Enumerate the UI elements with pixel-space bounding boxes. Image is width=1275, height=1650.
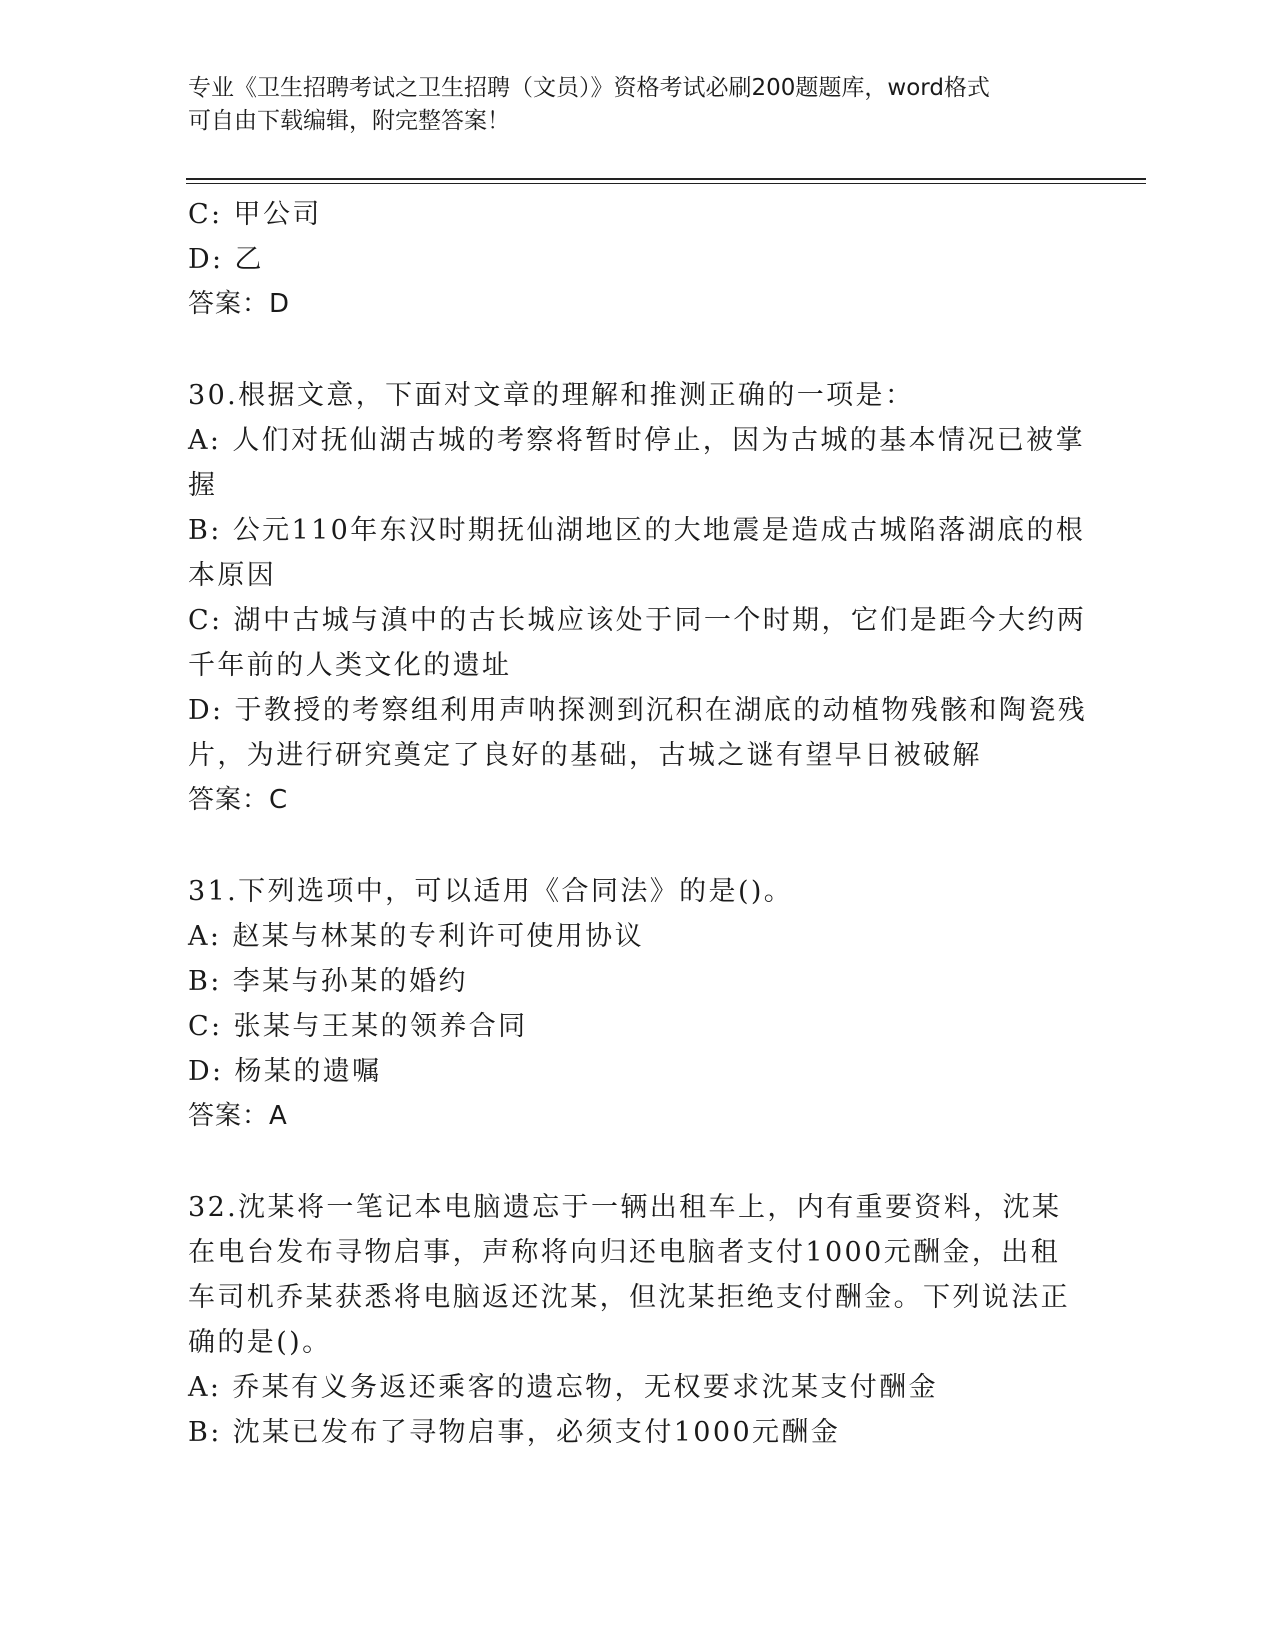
document-body (188, 192, 1088, 1455)
header-divider-thick (186, 178, 1146, 180)
question-stem: 30.根据文意，下面对文章的理解和推测正确的一项是： (188, 380, 915, 411)
spacer (188, 1139, 1088, 1185)
option-d: D: 杨某的遗嘱 (188, 1056, 382, 1087)
option-d: D: 于教授的考察组利用声呐探测到沉积在湖底的动植物残骸和陶瓷残片，为进行研究奠定了良好的基础，古城之谜有望早日被破解 (188, 695, 1088, 771)
option-b: B: 李某与孙某的婚约 (188, 966, 468, 997)
answer-line: 答案：D (188, 289, 291, 319)
header-divider-thin (186, 183, 1146, 184)
answer-line: 答案：C (188, 785, 289, 815)
spacer (188, 823, 1088, 869)
option-a: A: 乔某有义务返还乘客的遗忘物，无权要求沈某支付酬金 (188, 1372, 938, 1403)
option-a: A: 赵某与林某的专利许可使用协议 (188, 921, 644, 952)
header-line-1: 专业《卫生招聘考试之卫生招聘（文员）》资格考试必刷200题题库，word格式 (188, 75, 990, 101)
option-c: C: 甲公司 (188, 199, 322, 230)
question-32 (188, 1185, 1088, 1455)
option-b: B: 沈某已发布了寻物启事，必须支付1000元酬金 (188, 1417, 841, 1448)
answer-line: 答案：A (188, 1101, 288, 1131)
option-c: C: 湖中古城与滇中的古长城应该处于同一个时期，它们是距今大约两千年前的人类文化的遗址 (188, 605, 1087, 681)
document-header (188, 72, 1068, 138)
question-stem: 31.下列选项中，可以适用《合同法》的是()。 (188, 876, 794, 907)
header-line-2: 可自由下载编辑，附完整答案！ (188, 108, 510, 134)
prev-question-block (188, 192, 1088, 327)
question-30 (188, 373, 1088, 823)
question-31 (188, 869, 1088, 1139)
option-c: C: 张某与王某的领养合同 (188, 1011, 528, 1042)
option-a: A: 人们对抚仙湖古城的考察将暂时停止，因为古城的基本情况已被掌握 (188, 425, 1085, 501)
option-d: D: 乙 (188, 244, 264, 275)
question-stem: 32.沈某将一笔记本电脑遗忘于一辆出租车上，内有重要资料，沈某在电台发布寻物启事，声称将向归还电脑者支付1000元酬金，出租车司机乔某获悉将电脑返还沈某，但沈某拒绝支付酬金。下列说法正确的是()。 (188, 1192, 1070, 1358)
spacer (188, 327, 1088, 373)
option-b: B: 公元110年东汉时期抚仙湖地区的大地震是造成古城陷落湖底的根本原因 (188, 515, 1086, 591)
